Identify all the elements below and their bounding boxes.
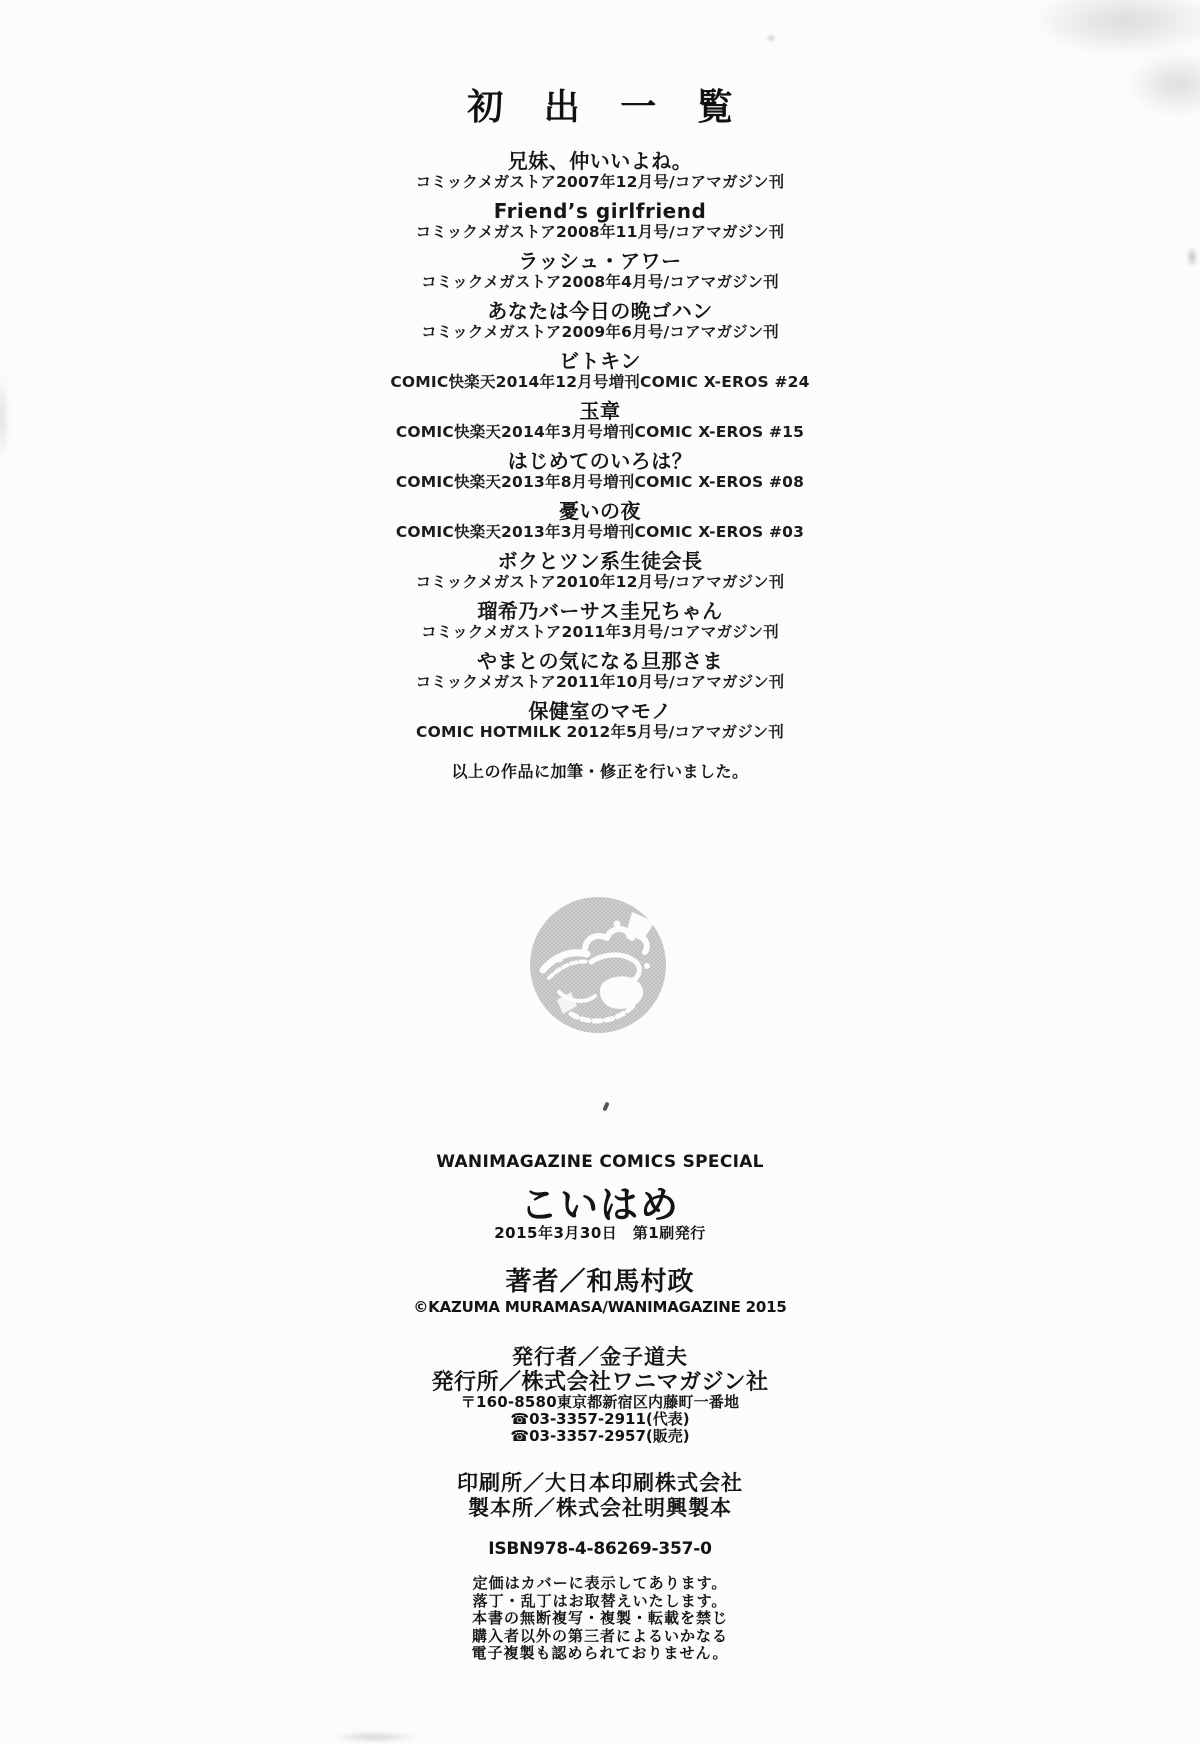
work-title: やまとの気になる旦那さま xyxy=(477,649,723,673)
legal-notice xyxy=(0,1575,1200,1663)
printer-line: 印刷所／大日本印刷株式会社 xyxy=(457,1471,743,1495)
work-source: コミックメガストア2011年10月号/コアマガジン刊 xyxy=(415,673,785,691)
notice-line: 電子複製も認められておりません。 xyxy=(471,1644,729,1663)
copyright-line: ©KAZUMA MURAMASA/WANIMAGAZINE 2015 xyxy=(413,1298,787,1316)
work-title: 保健室のマモノ xyxy=(528,699,672,723)
work-entry xyxy=(0,400,1200,450)
work-entries xyxy=(0,150,1200,750)
print-info: 2015年3月30日 第1刷発行 xyxy=(494,1224,706,1242)
author-line: 著者／和馬村政 xyxy=(505,1267,695,1297)
work-entry xyxy=(0,250,1200,300)
publisher-person-line: 発行者／金子道夫 xyxy=(512,1345,688,1369)
publisher-company-line: 発行所／株式会社ワニマガジン社 xyxy=(431,1370,769,1395)
tel-sales: ☎03-3357-2957(販売) xyxy=(510,1427,690,1445)
work-entry xyxy=(0,300,1200,350)
work-entry xyxy=(0,650,1200,700)
work-source: コミックメガストア2008年4月号/コアマガジン刊 xyxy=(421,273,779,291)
work-title: Friend’s girlfriend xyxy=(493,199,707,223)
work-title: はじめてのいろは？ xyxy=(507,449,693,473)
scan-artifact xyxy=(766,34,776,42)
work-title: 玉章 xyxy=(579,399,621,423)
series-label: WANIMAGAZINE COMICS SPECIAL xyxy=(436,1152,764,1172)
work-source: コミックメガストア2008年11月号/コアマガジン刊 xyxy=(415,223,785,241)
work-title: あなたは今日の晩ゴハン xyxy=(487,299,713,323)
work-title: ボクとツン系生徒会長 xyxy=(497,549,703,573)
tel-main: ☎03-3357-2911(代表) xyxy=(510,1410,690,1428)
notice-line: 本書の無断複写・複製・転載を禁じ xyxy=(471,1609,728,1628)
work-title: 兄妹、仲いいよね。 xyxy=(507,149,693,173)
work-entry xyxy=(0,450,1200,500)
work-entry xyxy=(0,700,1200,750)
notice-line: 定価はカバーに表示してあります。 xyxy=(472,1574,728,1592)
dragon-emblem-icon xyxy=(529,896,667,1034)
notice-line: 購入者以外の第三者によるいかなる xyxy=(471,1626,728,1645)
work-entry xyxy=(0,350,1200,400)
work-source: COMIC快楽天2013年3月号増刊COMIC X-EROS #03 xyxy=(395,523,805,541)
work-title: ビトキン xyxy=(559,349,641,373)
work-source: COMIC HOTMILK 2012年5月号/コアマガジン刊 xyxy=(416,723,784,741)
work-entry xyxy=(0,150,1200,200)
scan-artifact xyxy=(1030,0,1200,56)
work-entry xyxy=(0,600,1200,650)
binder-line: 製本所／株式会社明興製本 xyxy=(468,1496,732,1520)
work-source: COMIC快楽天2013年8月号増刊COMIC X-EROS #08 xyxy=(395,473,805,491)
work-source: COMIC快楽天2014年3月号増刊COMIC X-EROS #15 xyxy=(395,423,805,441)
notice-line: 落丁・乱丁はお取替えいたします。 xyxy=(472,1591,728,1610)
work-source: コミックメガストア2010年12月号/コアマガジン刊 xyxy=(415,573,785,591)
work-source: コミックメガストア2007年12月号/コアマガジン刊 xyxy=(415,173,785,191)
work-title: 憂いの夜 xyxy=(559,499,641,523)
work-source: COMIC快楽天2014年12月号増刊COMIC X-EROS #24 xyxy=(390,373,810,391)
work-source: コミックメガストア2011年3月号/コアマガジン刊 xyxy=(421,623,779,641)
page-title: 初 出 一 覧 xyxy=(467,87,747,128)
work-title: ラッシュ・アワー xyxy=(518,249,682,273)
isbn-line: ISBN978-4-86269-357-0 xyxy=(488,1539,712,1559)
work-source: コミックメガストア2009年6月号/コアマガジン刊 xyxy=(421,323,779,341)
work-title: 瑠希乃バーサス圭兄ちゃん xyxy=(477,599,723,623)
work-entry xyxy=(0,200,1200,250)
book-title: こいはめ xyxy=(519,1183,680,1227)
scan-speck xyxy=(602,1102,609,1112)
scan-artifact xyxy=(330,1732,420,1742)
work-entry xyxy=(0,500,1200,550)
publisher-address: 〒160-8580東京都新宿区内藤町一番地 xyxy=(460,1393,740,1411)
revision-note: 以上の作品に加筆・修正を行いました。 xyxy=(451,762,749,781)
first-publication-list xyxy=(0,88,1200,782)
work-entry xyxy=(0,550,1200,600)
